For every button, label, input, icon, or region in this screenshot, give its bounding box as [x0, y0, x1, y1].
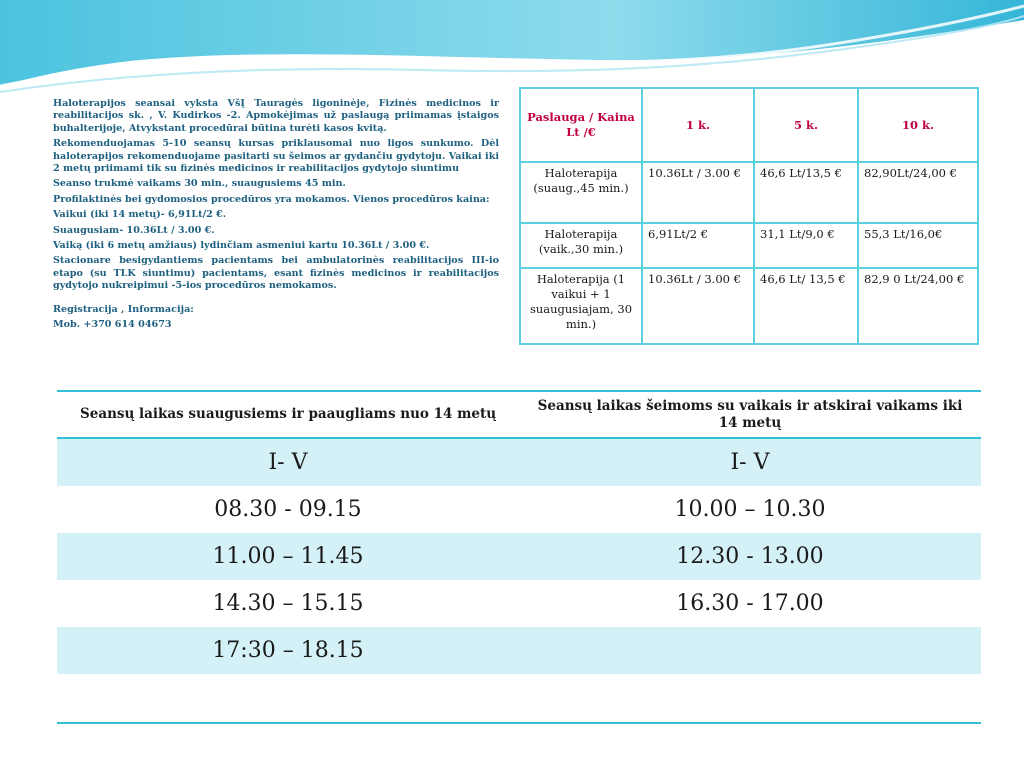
schedule-time-adults: 11.00 – 11.45 — [57, 533, 519, 580]
price-service-cell: Haloterapija (suaug.,45 min.) — [520, 162, 642, 223]
price-table — [519, 87, 979, 345]
price-5k-cell: 31,1 Lt/9,0 € — [754, 223, 858, 268]
info-location-paragraph: Haloterapijos seansai vyksta VšĮ Tauragės ligoninėje, Fizinės medicinos ir reabilitacijos sk. , V. Kudirkos -2. Apmokėjimas už paslaugą priimamas įstaigos buhalterijoje, Atvykstant procedūrai būtina turėti kasos kvitą. — [53, 98, 499, 134]
info-companion-price: Vaiką (iki 6 metų amžiaus) lydinčiam asmeniui kartu 10.36Lt / 3.00 €. — [53, 240, 430, 252]
schedule-time-adults: 17:30 – 18.15 — [57, 627, 519, 674]
schedule-time-adults: 14.30 – 15.15 — [212, 591, 364, 616]
price-10k-cell: 55,3 Lt/16,0€ — [858, 223, 978, 268]
schedule-empty-cell — [57, 674, 519, 723]
info-registration-label: Registracija , Informacija: — [53, 303, 194, 315]
price-row — [520, 162, 978, 223]
schedule-table — [57, 390, 981, 724]
price-10k-cell: 82,90Lt/24,00 € — [858, 162, 978, 223]
price-service-cell: Haloterapija (vaik.,30 min.) — [520, 223, 642, 268]
schedule-header-families: Seansų laikas šeimoms su vaikais ir atskirai vaikams iki 14 metų — [519, 391, 981, 438]
info-paid-paragraph: Profilaktinės bei gydomosios procedūros yra mokamos. Vienos procedūros kaina: — [53, 193, 490, 205]
schedule-time-adults: 08.30 - 09.15 — [214, 497, 362, 522]
info-recommendation-paragraph: Rekomenduojamas 5-10 seansų kursas priklausomai nuo ligos sunkumo. Dėl haloterapijos rekomenduojame pasitarti su šeimos ar gydančiu gydytoju. Vaikai iki 2 metų priimami tik su fizinės medicinos ir reabilitacijos gydytojo siuntimu — [53, 138, 499, 175]
price-1k-cell: 10.36Lt / 3.00 € — [642, 162, 754, 223]
schedule-empty-cell — [519, 674, 981, 723]
info-phone: Mob. +370 614 04673 — [53, 319, 172, 331]
price-5k-cell: 46,6 Lt/ 13,5 € — [754, 268, 858, 344]
schedule-row — [57, 486, 981, 533]
schedule-row — [57, 627, 981, 674]
price-header-1k: 1 k. — [642, 88, 754, 162]
schedule-header-adults: Seansų laikas suaugusiems ir paaugliams nuo 14 metų — [57, 391, 519, 438]
price-row — [520, 223, 978, 268]
price-1k-cell: 10.36Lt / 3.00 € — [642, 268, 754, 344]
info-text-block — [53, 98, 499, 335]
info-adult-price: Suaugusiam- 10.36Lt / 3.00 €. — [53, 224, 215, 236]
info-duration-paragraph: Seanso trukmė vaikams 30 min., suaugusiems 45 min. — [53, 178, 346, 190]
schedule-time-families: 16.30 - 17.00 — [676, 591, 824, 616]
price-row — [520, 268, 978, 344]
schedule-days-adults: I- V — [57, 438, 519, 486]
price-header-5k: 5 k. — [754, 88, 858, 162]
schedule-row — [57, 533, 981, 580]
price-table-header-row — [520, 88, 978, 162]
price-5k-cell: 46,6 Lt/13,5 € — [754, 162, 858, 223]
price-header-service: Paslauga / Kaina Lt /€ — [520, 88, 642, 162]
schedule-time-families — [519, 627, 981, 674]
schedule-days-families: I- V — [519, 438, 981, 486]
price-service-cell: Haloterapija (1 vaikui + 1 suaugusiajam, 30 min.) — [520, 268, 642, 344]
schedule-row — [57, 580, 981, 627]
schedule-empty-row — [57, 674, 981, 723]
price-1k-cell: 6,91Lt/2 € — [642, 223, 754, 268]
schedule-time-families: 10.00 – 10.30 — [674, 497, 826, 522]
price-header-10k: 10 k. — [858, 88, 978, 162]
info-free-paragraph: Stacionare besigydantiems pacientams bei ambulatorinės reabilitacijos III-io etapo (su TLK siuntimu) pacientams, esant fizinės medicinos ir reabilitacijos gydytojo nukreipimui -5-ios procedūros nemokamos. — [53, 255, 499, 292]
price-10k-cell: 82,9 0 Lt/24,00 € — [858, 268, 978, 344]
schedule-header-row — [57, 391, 981, 438]
schedule-days-row — [57, 438, 981, 486]
schedule-time-families: 12.30 - 13.00 — [519, 533, 981, 580]
info-child-price: Vaikui (iki 14 metų)- 6,91Lt/2 €. — [53, 209, 227, 221]
